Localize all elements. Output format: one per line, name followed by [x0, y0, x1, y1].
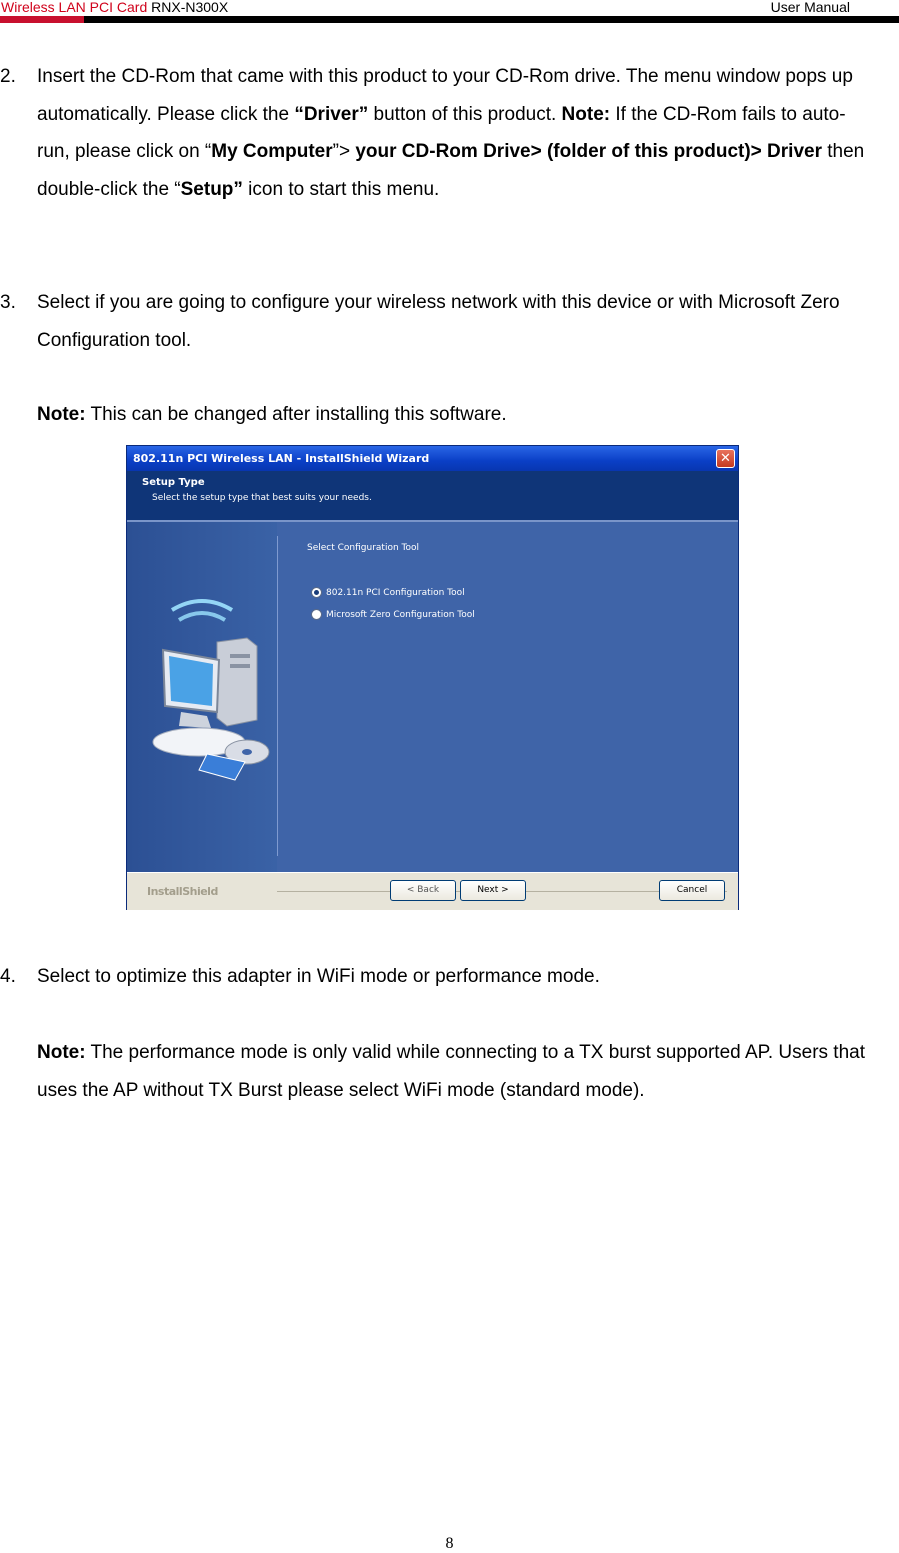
close-icon[interactable]: ✕: [716, 449, 735, 468]
back-button[interactable]: < Back: [390, 880, 456, 901]
option-microsoft-zero-config[interactable]: [311, 609, 475, 620]
installshield-dialog: [126, 445, 739, 910]
step-2-t4: ”>: [332, 141, 356, 162]
step-2-b1: “Driver”: [294, 103, 369, 125]
header-manual-label: User Manual: [770, 0, 850, 15]
step-2-b2: Note:: [561, 103, 611, 125]
next-button[interactable]: Next >: [460, 880, 526, 901]
header-model: RNX-N300X: [147, 0, 229, 15]
step-2-t1: Insert the CD-Rom that came with this product to your CD-Rom drive. The menu window pops up automatically. Please click the: [37, 66, 853, 125]
radio-unselected-icon[interactable]: [311, 609, 322, 620]
header-title: [1, 0, 228, 15]
installshield-logo: InstallShield: [147, 885, 218, 898]
step-3-text: Select if you are going to configure your wireless network with this device or with Microsoft Zero Configuration tool.: [37, 292, 840, 351]
dialog-side-panel: [127, 522, 277, 872]
step-2-t2: button of this product.: [368, 103, 562, 125]
step-2-b4: your CD-Rom Drive> (folder of this product)> Driver: [355, 141, 822, 162]
step-4-number: 4.: [0, 966, 16, 987]
step-2-b5: Setup”: [180, 178, 243, 200]
step-4-note-label: Note:: [37, 1042, 86, 1063]
header-brand: Wireless LAN PCI Card: [1, 0, 148, 15]
cancel-button[interactable]: Cancel: [659, 880, 725, 901]
header-bar-red: [0, 16, 84, 23]
step-4-note-text: The performance mode is only valid while connecting to a TX burst supported AP. Users that uses the AP without TX Burst please select WiFi mode (standard mode).: [37, 1042, 865, 1101]
page-number: 8: [445, 1535, 454, 1552]
dialog-divider: [277, 536, 278, 856]
step-2-text: [37, 58, 877, 208]
step-4-text: Select to optimize this adapter in WiFi mode or performance mode.: [37, 966, 600, 987]
step-2-t3: If the CD-Rom fails to auto-run, please click on “: [37, 103, 846, 162]
radio-selected-icon[interactable]: [311, 587, 322, 598]
computer-cd-icon: [127, 522, 277, 872]
step-2-t5: then double-click the “: [37, 141, 865, 200]
step-2-b3: My Computer: [211, 141, 333, 162]
step-4-note: [37, 1034, 877, 1109]
config-tool-group-label: Select Configuration Tool: [307, 543, 420, 553]
dialog-header-band: [127, 471, 738, 520]
dialog-footer: [127, 872, 738, 910]
option-pci-config-tool-label: 802.11n PCI Configuration Tool: [326, 588, 465, 598]
option-microsoft-zero-config-label: Microsoft Zero Configuration Tool: [326, 610, 475, 620]
step-3-note-text: This can be changed after installing this software.: [85, 404, 507, 425]
step-2-number: 2.: [0, 66, 16, 87]
dialog-subheading: Select the setup type that best suits your needs.: [152, 493, 372, 503]
step-2-t6: icon to start this menu.: [242, 178, 440, 200]
step-3-note-label: Note:: [37, 404, 86, 425]
page-header: [0, 0, 899, 24]
step-3-note: [37, 396, 877, 434]
header-bar-black: [84, 16, 899, 23]
dialog-heading: Setup Type: [142, 477, 205, 488]
option-pci-config-tool[interactable]: [311, 587, 465, 598]
dialog-titlebar: [127, 446, 738, 471]
dialog-title: 802.11n PCI Wireless LAN - InstallShield Wizard: [133, 452, 430, 465]
step-3-number: 3.: [0, 292, 16, 313]
